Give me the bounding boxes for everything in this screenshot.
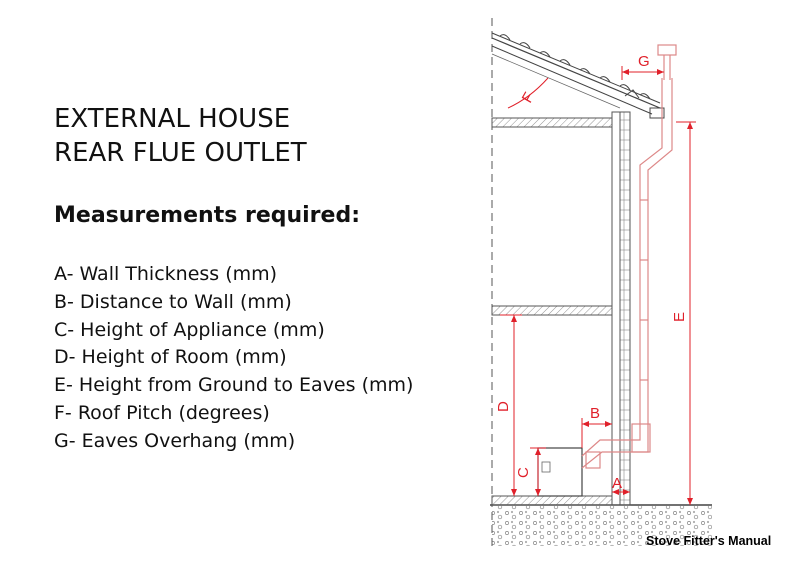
label-c: C <box>515 467 532 478</box>
external-wall <box>612 112 630 505</box>
floor-slabs <box>492 118 612 505</box>
dimension-lines <box>500 66 696 505</box>
measurement-item-g: G- Eaves Overhang (mm) <box>54 429 296 452</box>
label-e: E <box>671 311 688 322</box>
title-line-1: EXTERNAL HOUSE <box>54 104 291 134</box>
credit-caption: Stove Fitter's Manual <box>646 534 772 548</box>
measurement-item-e: E- Height from Ground to Eaves (mm) <box>54 374 414 397</box>
label-a: A <box>612 475 623 492</box>
label-d: D <box>495 401 512 412</box>
roof <box>492 33 664 118</box>
measurement-item-c: C- Height of Appliance (mm) <box>54 318 325 341</box>
stove-appliance <box>538 448 582 496</box>
measurement-item-a: A- Wall Thickness (mm) <box>54 263 278 285</box>
label-b: B <box>590 405 601 422</box>
measurement-item-d: D- Height of Room (mm) <box>54 346 287 369</box>
measurement-item-f: F- Roof Pitch (degrees) <box>54 401 270 424</box>
measurements-heading: Measurements required: <box>54 203 361 228</box>
label-f: F <box>518 89 539 106</box>
measurement-item-b: B- Distance to Wall (mm) <box>54 290 292 313</box>
label-g: G <box>638 53 650 70</box>
title-line-2: REAR FLUE OUTLET <box>54 138 307 168</box>
